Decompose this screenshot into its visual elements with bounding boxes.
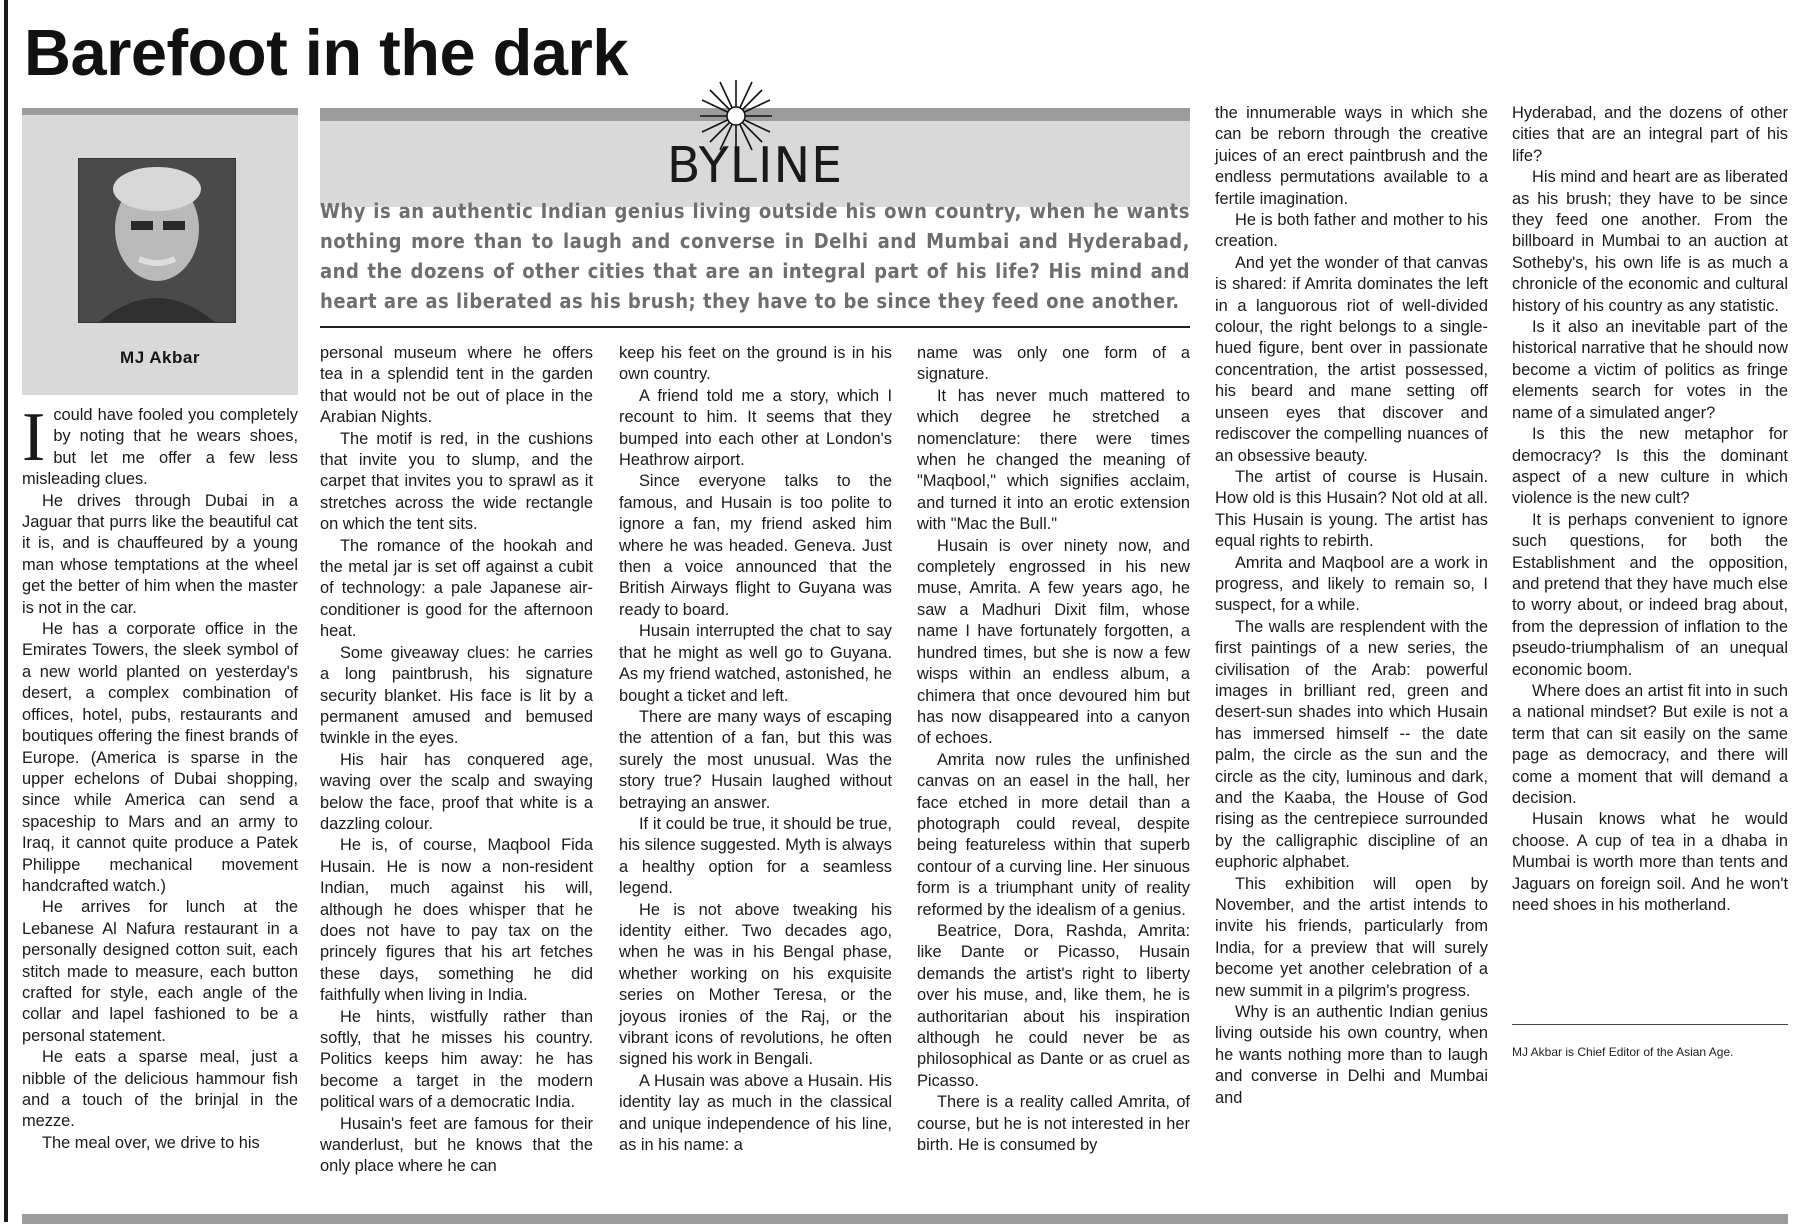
author-name: MJ Akbar bbox=[120, 348, 200, 367]
paragraph: Husain knows what he would choose. A cup of tea in a dhaba in Mumbai is worth more than tents and Jaguars on foreign soil. And he won't need shoes in his motherland. bbox=[1512, 810, 1788, 915]
byline-logo: BYLINE bbox=[666, 137, 844, 194]
paragraph: This exhibition will open by November, and the artist intends to invite his friends, particularly from India, for a preview that will surely become yet another celebration of a new summit in a pilgrim's progress. bbox=[1215, 874, 1488, 1000]
paragraph: Hyderabad, and the dozens of other cities that are an integral part of his life? bbox=[1512, 104, 1788, 165]
paragraph: He drives through Dubai in a Jaguar that purrs like the beautiful cat it is, and is chauffeured by a young man whose temptations at the wheel get the better of him when the master is not in the car. bbox=[22, 491, 298, 617]
paragraph: personal museum where he offers tea in a splendid tent in the garden that would not be out of place in the Arabian Nights. bbox=[320, 344, 593, 427]
paragraph: His hair has conquered age, waving over the scalp and swaying below the face, proof that white is a dazzling colour. bbox=[320, 750, 593, 833]
paragraph: keep his feet on the ground is in his own country. bbox=[619, 344, 892, 384]
paragraph: It is perhaps convenient to ignore such questions, for both the Establishment and the opposition, and pretend that they have much else to worry about, or indeed brag about, from the depression of inflation to the pseudo-triumphalism of an unequal economic boom. bbox=[1512, 510, 1788, 679]
column-1 bbox=[22, 399, 298, 1154]
paragraph: The meal over, we drive to his bbox=[42, 1133, 260, 1152]
paragraph: The motif is red, in the cushions that invite you to slump, and the carpet that invites you to sprawl as it stretches across the wide rectangle on which the tent sits. bbox=[320, 429, 593, 534]
paragraph: A friend told me a story, which I recount to him. It seems that they bumped into each other at London's Heathrow airport. bbox=[619, 386, 892, 470]
paragraph: It has never much mattered to which degree he stretched a nomenclature: there were times when he changed the meaning of "Maqbool," which signifies acclaim, and turned it into an erotic extension with "Mac the Bull." bbox=[917, 386, 1190, 534]
author-box bbox=[22, 108, 298, 395]
page-bottom-bar bbox=[22, 1214, 1788, 1224]
page-left-rule bbox=[4, 0, 8, 1222]
paragraph: The artist of course is Husain. How old is this Husain? Not old at all. This Husain is young. The artist has equal rights to rebirth. bbox=[1215, 467, 1488, 551]
paragraph: He has a corporate office in the Emirates Towers, the sleek symbol of a new world planted on yesterday's desert, a complex combination of offices, hotel, pubs, restaurants and boutiques offering the finest brands of Europe. (America is sparse in the upper echelons of Dubai shopping, since while America can send a spaceship to Mars and an army to Iraq, it cannot quite produce a Patek Philippe mechanical movement handcrafted watch.) bbox=[22, 620, 298, 895]
paragraph: Husain's feet are famous for their wanderlust, but he knows that the only place where he can bbox=[320, 1114, 593, 1176]
drop-cap: I bbox=[22, 399, 46, 476]
author-photo bbox=[78, 158, 236, 323]
paragraph: He is, of course, Maqbool Fida Husain. He is now a non-resident Indian, much against his will, although he does whisper that he does not have to pay tax on the princely figures that his art fetches these days, something he did faithfully when living in India. bbox=[320, 836, 593, 1005]
starburst-icon bbox=[700, 80, 772, 152]
paragraph: He eats a sparse meal, just a nibble of the delicious hammour fish and a touch of the brinjal in the mezze. bbox=[22, 1048, 298, 1131]
column-4 bbox=[917, 343, 1190, 1156]
column-3 bbox=[619, 343, 892, 1156]
headline: Barefoot in the dark bbox=[24, 16, 628, 89]
standfirst-rule bbox=[320, 326, 1190, 328]
paragraph: And yet the wonder of that canvas is shared: if Amrita dominates the left in a languorous riot of well-divided colour, the right belongs to a single-hued figure, bent over in passionate concentration, the artist possessed, his beard and mane setting off unseen eyes that discover and rediscover the compelling nuances of an obsessive beauty. bbox=[1215, 253, 1488, 465]
paragraph: He arrives for lunch at the Lebanese Al Nafura restaurant in a personally designed cotton suit, each stitch made to measure, each button crafted for style, each angle of the collar and lapel fashioned to be a personal statement. bbox=[22, 898, 298, 1045]
paragraph: He is both father and mother to his creation. bbox=[1215, 211, 1488, 251]
column-5 bbox=[1215, 103, 1488, 1109]
author-footnote: MJ Akbar is Chief Editor of the Asian Age. bbox=[1512, 1045, 1734, 1059]
paragraph: Amrita now rules the unfinished canvas on an easel in the hall, her face etched in more detail than a photograph could reveal, despite being featureless within that superb contour of a curving line. Her sinuous form is a triumphant unity of reality reformed by the idealism of a genius. bbox=[917, 750, 1190, 919]
paragraph: His mind and heart are as liberated as his brush; they have to be since they feed one another. From the billboard in Mumbai to an auction at Sotheby's, his own life is as much a chronicle of the economic and cultural history of his country as any statistic. bbox=[1512, 168, 1788, 315]
paragraph: name was only one form of a signature. bbox=[917, 344, 1190, 384]
paragraph: Husain interrupted the chat to say that he might as well go to Guyana. As my friend watched, astonished, he bought a ticket and left. bbox=[619, 622, 892, 705]
footnote-rule bbox=[1512, 1024, 1788, 1025]
paragraph: The walls are resplendent with the first paintings of a new series, the civilisation of the Arab: powerful images in brilliant red, green and desert-sun shades into which Husain has immersed himself -- the date palm, the circle as the sun and the circle as the city, luminous and dark, and the Kaaba, the House of God rising as the centrepiece surrounded by the calligraphic discipline of an euphoric alphabet. bbox=[1215, 617, 1488, 872]
paragraph: Some giveaway clues: he carries a long paintbrush, his signature security blanket. His face is lit by a permanent amused and bemused twinkle in the eyes. bbox=[320, 643, 593, 748]
paragraph: Beatrice, Dora, Rashda, Amrita: like Dante or Picasso, Husain demands the artist's right to liberty over his muse, and, like them, he is authoritarian about his inspiration although he could never be as philosophical as Dante or as cruel as Picasso. bbox=[917, 921, 1190, 1090]
paragraph: The romance of the hookah and the metal jar is set off against a cubit of technology: a pale Japanese air-conditioner is good for the afternoon heat. bbox=[320, 536, 593, 641]
paragraph: There are many ways of escaping the attention of a fan, but this was surely the most unusual. Was the story true? Husain laughed without betraying an answer. bbox=[619, 707, 892, 812]
paragraph: A Husain was above a Husain. His identity lay as much in the classical and unique independence of his line, as in his name: a bbox=[619, 1071, 892, 1155]
paragraph: Since everyone talks to the famous, and Husain is too polite to ignore a fan, my friend asked him where he was headed. Geneva. Just then a voice announced that the British Airways flight to Guyana was ready to board. bbox=[619, 472, 892, 619]
paragraph: He hints, wistfully rather than softly, that he misses his country. Politics keeps him away: he has become a target in the modern political wars of a democratic India. bbox=[320, 1007, 593, 1112]
paragraph: Is this the new metaphor for democracy? Is this the dominant aspect of a new culture in which violence is the new cult? bbox=[1512, 425, 1788, 508]
paragraph: Amrita and Maqbool are a work in progress, and likely to remain so, I suspect, for a while. bbox=[1215, 553, 1488, 615]
paragraph: Is it also an inevitable part of the historical narrative that he should now become a victim of politics as fringe elements search for votes in the name of a simulated anger? bbox=[1512, 318, 1788, 422]
paragraph: He is not above tweaking his identity either. Two decades ago, when he was in his Bengal phase, whether working on his exquisite series on Mother Teresa, or the joyous ironies of the Raj, or the vibrant icons of revolutions, he often signed his work in Bengali. bbox=[619, 900, 892, 1069]
column-6 bbox=[1512, 103, 1788, 916]
paragraph: the innumerable ways in which she can be reborn through the creative juices of an erect paintbrush and the endless permutations available to a fertile imagination. bbox=[1215, 104, 1488, 208]
standfirst: Why is an authentic Indian genius living outside his own country, when he wants nothing more than to laugh and converse in Delhi and Mumbai and Hyderabad, and the dozens of other cities that are an integral part of his life? His mind and heart are as liberated as his brush; they have to be since they feed one another. bbox=[320, 199, 1190, 313]
paragraph: Icould have fooled you completely by noting that he wears shoes, but let me offer a few less misleading clues. bbox=[22, 399, 298, 489]
paragraph: There is a reality called Amrita, of course, but he is not interested in her birth. He is consumed by bbox=[917, 1093, 1190, 1155]
paragraph: Why is an authentic Indian genius living outside his own country, when he wants nothing more than to laugh and converse in Delhi and Mumbai and bbox=[1215, 1003, 1488, 1107]
paragraph: If it could be true, it should be true, his silence suggested. Myth is always a healthy option for a seamless legend. bbox=[619, 814, 892, 898]
paragraph: Husain is over ninety now, and completely engrossed in his new muse, Amrita. A few years ago, he saw a Madhuri Dixit film, whose name I have fortunately forgotten, a hundred times, but she is now a few wisps within an endless album, a chimera that once devoured him but has now disappeared into a canyon of echoes. bbox=[917, 536, 1190, 748]
paragraph: Where does an artist fit into in such a national mindset? But exile is not a term that can sit easily on the same page as democracy, and there will come a moment that will demand a decision. bbox=[1512, 681, 1788, 807]
column-2 bbox=[320, 343, 593, 1178]
